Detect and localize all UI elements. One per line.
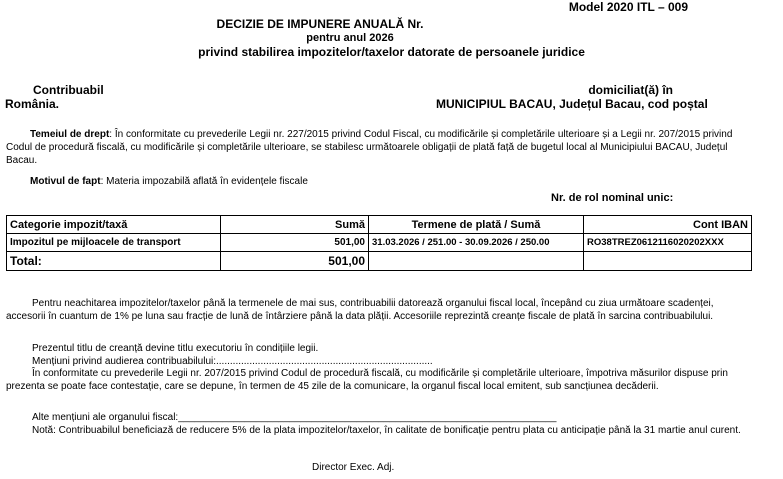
legal-basis — [6, 128, 748, 167]
note-audience: Mențiuni privind audierea contribuabilului:.............................................................................. — [32, 356, 433, 367]
taxpayer-country: România. — [5, 97, 60, 111]
row-categorie: Impozitul pe mijloacele de transport — [7, 234, 221, 252]
note-contestation: În conformitate cu prevederile Legii nr. 207/2015 privind Codul de procedură fiscală, cu modificările și completările ulterioare, împotriva măsurilor dispuse prin prezenta se poate face contestație, care se depune, în termen de 45 zile de la comunicare, la organul fiscal local emitent, sub sancțiunea decăderii. — [6, 368, 728, 392]
row-suma: 501,00 — [221, 234, 369, 252]
director-signature-label: Director Exec. Adj. — [312, 462, 395, 473]
factual-basis — [30, 175, 730, 188]
note-accessories: Pentru neachitarea impozitelor/taxelor până la termenele de mai sus, contribuabilii datorează organului fiscal local, începând cu ziua următoare scadenței, accesorii în cuantum de 1% pe luna sau fracție de lună de întârziere până la data plății. Accesoriile reprezintă creanțe fiscale de plată în sarcina contribuabilului. — [6, 298, 714, 322]
motivul-label: Motivul de fapt — [30, 176, 101, 187]
total-value: 501,00 — [221, 252, 369, 271]
total-empty-2 — [584, 252, 752, 271]
temei-text: : În conformitate cu prevederile Legii nr. 227/2015 privind Codul Fiscal, cu modificările și completările ulterioare și a Legii nr. 207/2015 privind Codul de procedură fiscală, cu modificările și completările ulterioare, se stabilesc următoarele obligații de plată față de bugetul local al Municipiului BACAU, Județul Bacau. — [6, 129, 733, 166]
row-iban: RO38TREZ0612116020202XXX — [584, 234, 752, 252]
domicile-value: MUNICIPIUL BACAU, Județul Bacau, cod poștal — [436, 97, 708, 111]
contribuabil-label: Contribuabil — [33, 83, 104, 97]
col-suma: Sumă — [221, 216, 369, 234]
total-label: Total: — [7, 252, 221, 271]
domicile-label: domiciliat(ă) în — [588, 83, 673, 97]
document-title: DECIZIE DE IMPUNERE ANUALĂ Nr. — [216, 17, 424, 31]
col-categorie: Categorie impozit/taxă — [7, 216, 221, 234]
note-other-mentions: Alte mențiuni ale organului fiscal:____________________________________________________________________ — [32, 412, 557, 423]
note-executory: Prezentul titlu de creanță devine titlu executoriu în condițiile legii. — [32, 343, 319, 354]
col-iban: Cont IBAN — [584, 216, 752, 234]
table-total-row — [7, 252, 752, 271]
motivul-text: : Materia impozabilă aflată în evidențele fiscale — [100, 176, 308, 187]
document-year: pentru anul 2026 — [306, 32, 394, 44]
tax-table — [6, 215, 752, 271]
table-row — [7, 234, 752, 252]
temei-label: Temeiul de drept — [30, 129, 110, 140]
note-discount: Notă: Contribuabilul beneficiază de reducere 5% de la plata impozitelor/taxelor, în calitate de bonificație pentru plata cu anticipație până la 31 martie anul curent. — [32, 425, 741, 436]
model-code: Model 2020 ITL – 009 — [568, 0, 688, 14]
total-empty-1 — [369, 252, 584, 271]
table-header-row — [7, 216, 752, 234]
document-subtitle: privind stabilirea impozitelor/taxelor datorate de persoanele juridice — [198, 45, 585, 59]
nr-rol-label: Nr. de rol nominal unic: — [551, 192, 674, 204]
row-termene: 31.03.2026 / 251.00 - 30.09.2026 / 250.00 — [369, 234, 584, 252]
col-termene: Termene de plată / Sumă — [369, 216, 584, 234]
